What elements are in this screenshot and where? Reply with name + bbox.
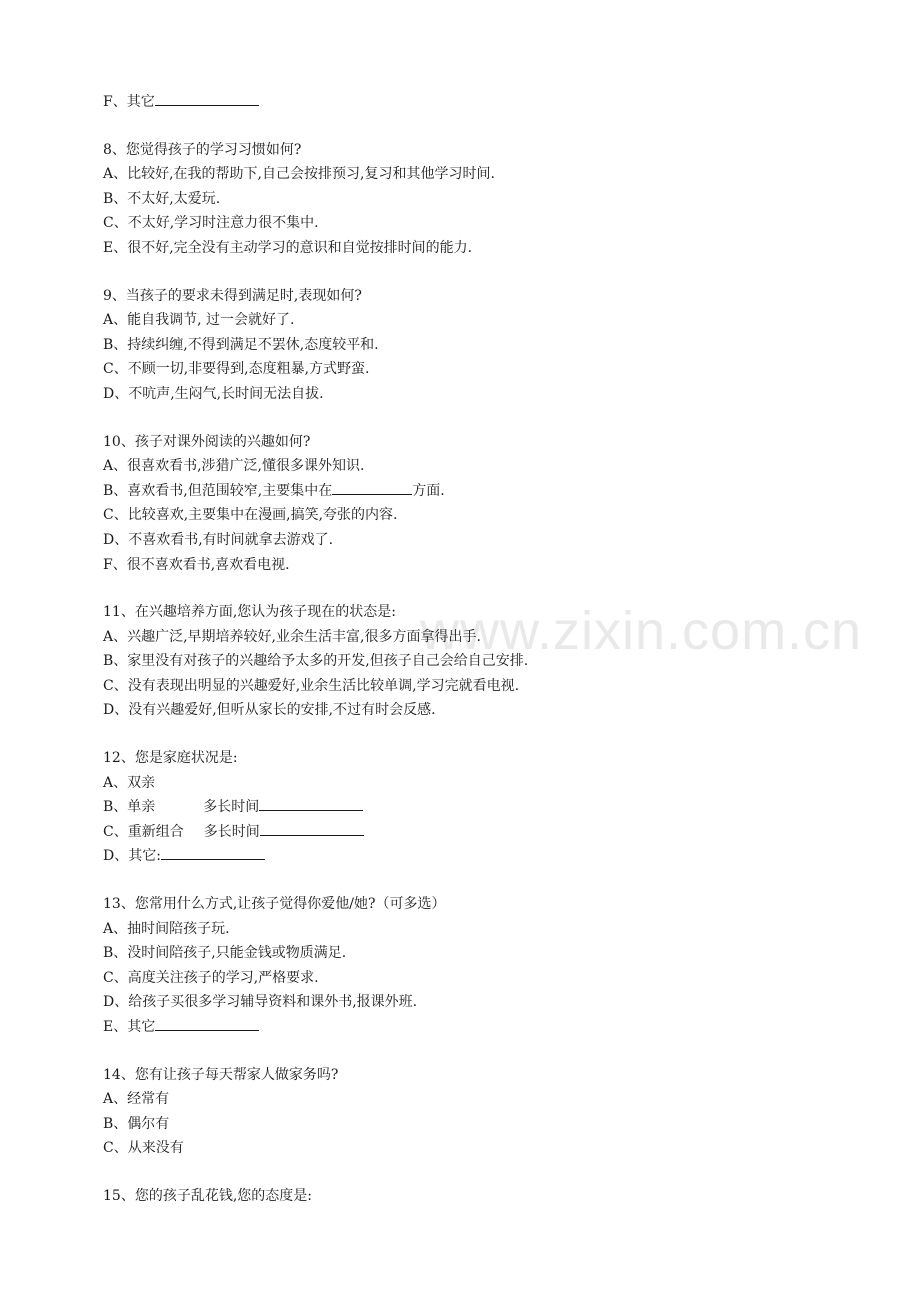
option-label: E、其它 [103,1019,156,1035]
option-c[interactable] [103,820,863,845]
option-c[interactable]: C、不太好,学习时注意力很不集中. [103,215,319,232]
option-suffix: 方面. [412,482,445,499]
answer-blank[interactable] [155,90,259,106]
option-label: B、单亲 [103,799,156,816]
question-title: 10、孩子对课外阅读的兴趣如何? [103,433,311,450]
option-label: C、重新组合 [103,823,184,840]
option-b[interactable]: B、持续纠缠,不得到满足不罢休,态度较平和. [103,336,379,353]
question-11 [103,600,863,723]
option-a[interactable]: A、比较好,在我的帮助下,自己会按排预习,复习和其他学习时间. [103,166,495,183]
option-e[interactable] [103,1015,863,1040]
question-title: 9、当孩子的要求未得到满足时,表现如何? [103,287,362,304]
question-title: 14、您有让孩子每天帮家人做家务吗? [103,1066,339,1083]
question-12 [103,746,863,869]
option-b[interactable]: B、不太好,太爱玩. [103,190,221,207]
question-8 [103,138,863,261]
answer-blank[interactable] [332,479,412,495]
answer-blank[interactable] [260,820,364,836]
option-b[interactable] [103,479,863,504]
option-b[interactable] [103,795,863,820]
option-b[interactable]: B、偶尔有 [103,1115,170,1132]
option-c[interactable]: C、从来没有 [103,1140,184,1157]
questionnaire [103,90,863,1209]
option-a[interactable]: A、抽时间陪孩子玩. [103,920,230,937]
option-a[interactable]: A、兴趣广泛,早期培养较好,业余生活丰富,很多方面拿得出手. [103,628,481,645]
option-d[interactable]: D、给孩子买很多学习辅导资料和课外书,报课外班. [103,994,418,1011]
question-title: 13、您常用什么方式,让孩子觉得你爱他/她?（可多选） [103,896,446,913]
option-a[interactable]: A、能自我调节, 过一会就好了. [103,312,295,329]
question-10 [103,430,863,578]
option-a[interactable]: A、经常有 [103,1091,170,1108]
question-title: 15、您的孩子乱花钱,您的态度是: [103,1187,312,1204]
option-c[interactable]: C、没有表现出明显的兴趣爱好,业余生活比较单调,学习完就看电视. [103,677,520,694]
option-a[interactable]: A、很喜欢看书,涉猎广泛,懂很多课外知识. [103,458,365,475]
option-d[interactable]: D、不吭声,生闷气,长时间无法自拔. [103,385,324,402]
option-c[interactable]: C、不顾一切,非要得到,态度粗暴,方式野蛮. [103,361,370,378]
option-label: F、其它 [103,94,155,110]
option-c[interactable]: C、高度关注孩子的学习,严格要求. [103,969,319,986]
option-e[interactable]: E、很不好,完全没有主动学习的意识和自觉按排时间的能力. [103,239,473,256]
question-7-tail [103,90,863,115]
option-c[interactable]: C、比较喜欢,主要集中在漫画,搞笑,夸张的内容. [103,507,398,524]
option-d[interactable]: D、没有兴趣爱好,但听从家长的安排,不过有时会反感. [103,702,436,719]
answer-blank[interactable] [259,795,363,811]
question-15 [103,1184,863,1209]
watermark: www.zixin.com.cn [420,601,863,661]
duration-label: 多长时间 [203,823,260,840]
answer-blank[interactable] [161,844,265,860]
option-f [103,90,863,115]
option-a[interactable]: A、双亲 [103,774,156,791]
option-d[interactable]: D、不喜欢看书,有时间就拿去游戏了. [103,531,334,548]
option-f[interactable]: F、很不喜欢看书,喜欢看电视. [103,556,290,573]
question-9 [103,284,863,407]
option-b[interactable]: B、家里没有对孩子的兴趣给予太多的开发,但孩子自己会给自己安排. [103,653,529,670]
duration-label: 多长时间 [203,799,260,816]
question-13 [103,892,863,1040]
option-b[interactable]: B、没时间陪孩子,只能金钱或物质满足. [103,945,347,962]
question-title: 11、在兴趣培养方面,您认为孩子现在的状态是: [103,604,396,621]
option-d[interactable] [103,844,863,869]
option-label: D、其它: [103,848,161,865]
question-title: 12、您是家庭状况是: [103,750,238,767]
answer-blank[interactable] [155,1015,259,1031]
question-title: 8、您觉得孩子的学习习惯如何? [103,141,302,158]
option-label: B、喜欢看书,但范围较窄,主要集中在 [103,482,333,499]
question-14 [103,1063,863,1161]
